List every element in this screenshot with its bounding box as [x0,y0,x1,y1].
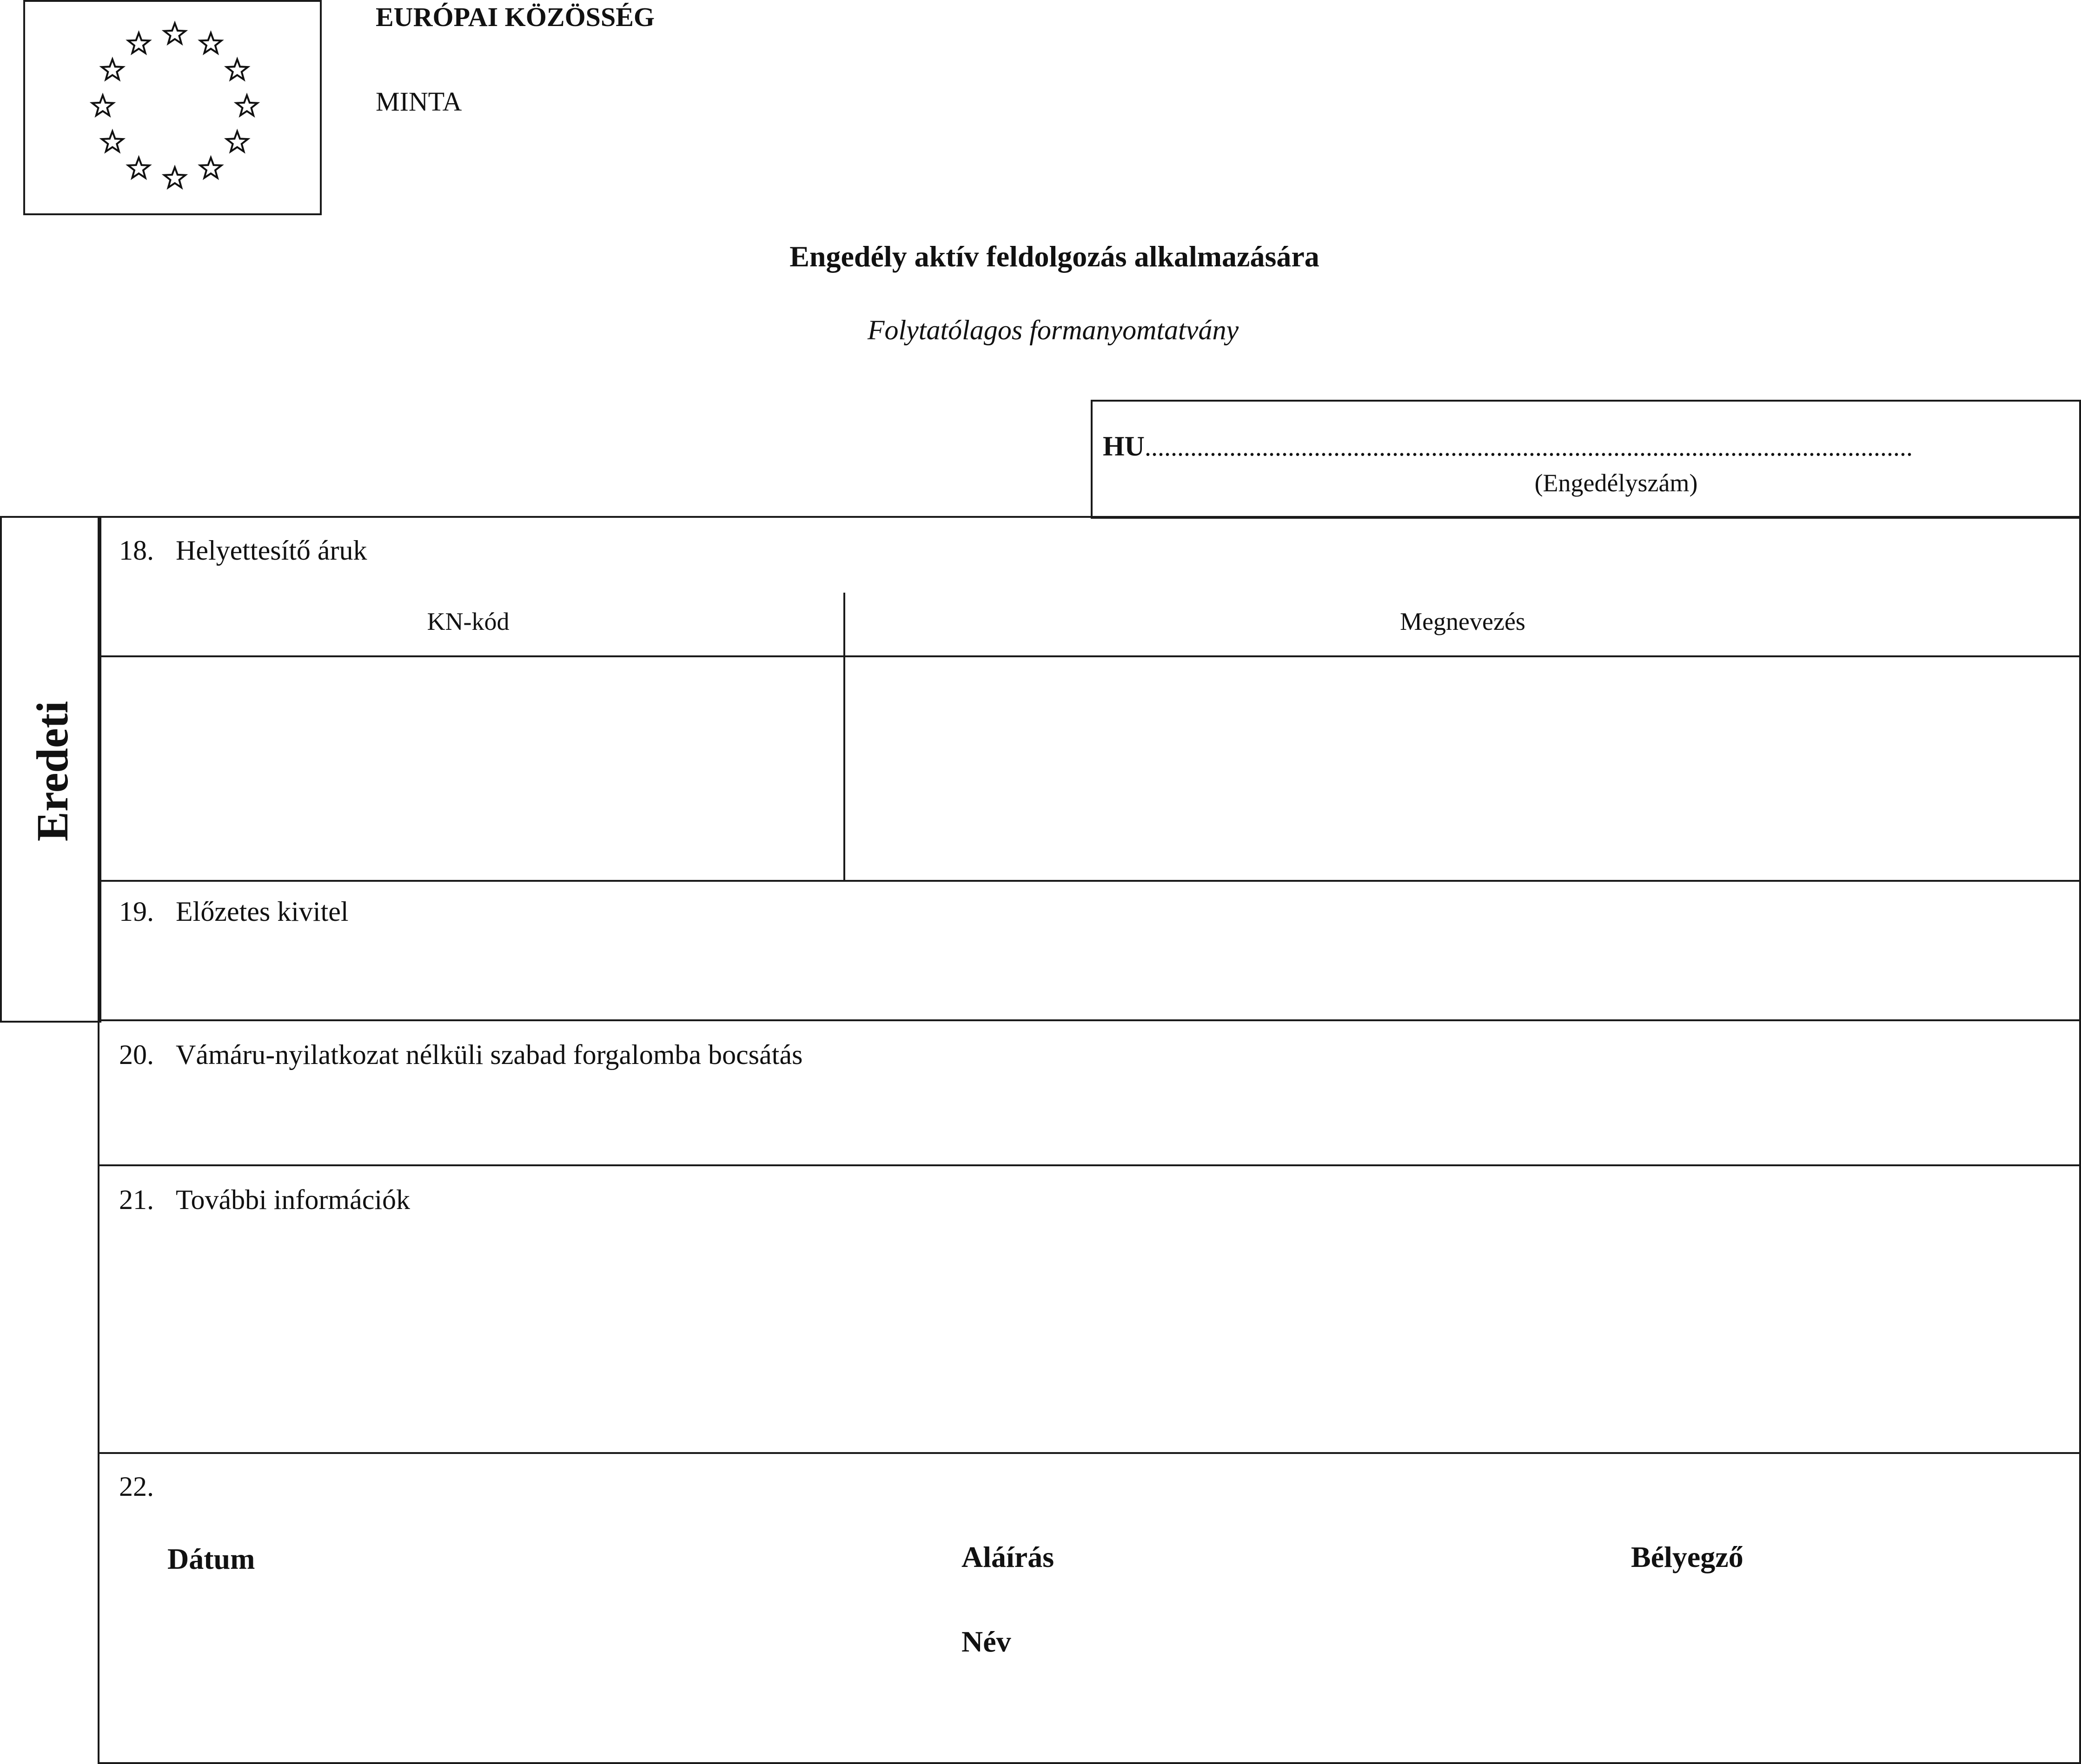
original-label: Eredeti [27,700,77,842]
stamp-label[interactable]: Bélyegző [1631,1540,1743,1573]
minta-label: MINTA [376,86,462,117]
star-icon [164,167,186,187]
field-19[interactable] [99,882,2079,1019]
field-19-number: 19. [119,896,154,927]
eu-flag-icon [23,0,322,215]
field-21-number: 21. [119,1184,154,1215]
star-icon [226,59,248,79]
eu-stars-ring [25,2,320,213]
divider-21-22 [99,1452,2081,1454]
star-icon [200,33,222,53]
name-label[interactable]: Név [961,1625,1011,1658]
column-header-cn-code: KN-kód [427,608,510,635]
header-row-divider [99,655,2081,657]
license-dots: ...................................................................................................................... [1145,433,1913,460]
field-18-label: Helyettesítő áruk [176,535,367,566]
column-divider [843,593,845,880]
star-icon [128,158,150,178]
star-icon [236,95,258,115]
date-label[interactable]: Dátum [167,1542,255,1575]
column-header-description: Megnevezés [1400,608,1525,635]
license-prefix: HU [1103,432,1145,460]
star-icon [226,132,248,152]
org-name: EURÓPAI KÖZÖSSÉG [376,2,655,32]
field-21-label: További információk [176,1184,410,1215]
license-number-box [1091,400,2081,519]
field-19-label: Előzetes kivitel [176,896,349,927]
page-subtitle: Folytatólagos formanyomtatvány [867,315,1239,345]
field-18-number: 18. [119,535,154,566]
license-number-line[interactable] [1103,432,2070,460]
field-20-number: 20. [119,1039,154,1070]
field-22-number: 22. [119,1471,154,1502]
description-cell[interactable] [847,658,2074,879]
page-title: Engedély aktív feldolgozás alkalmazására [789,240,1319,273]
star-icon [102,59,123,79]
star-icon [102,132,123,152]
field-20[interactable] [99,1021,2079,1164]
star-icon [164,23,186,43]
original-side-box [0,516,101,1023]
signature-label[interactable]: Aláírás [961,1540,1054,1573]
star-icon [128,33,150,53]
license-caption: (Engedélyszám) [1534,469,1698,497]
star-icon [200,158,222,178]
cn-code-cell[interactable] [102,658,842,879]
field-20-label: Vámáru-nyilatkozat nélküli szabad forgalomba bocsátás [176,1039,803,1070]
star-icon [92,95,113,115]
field-21[interactable] [99,1166,2079,1452]
